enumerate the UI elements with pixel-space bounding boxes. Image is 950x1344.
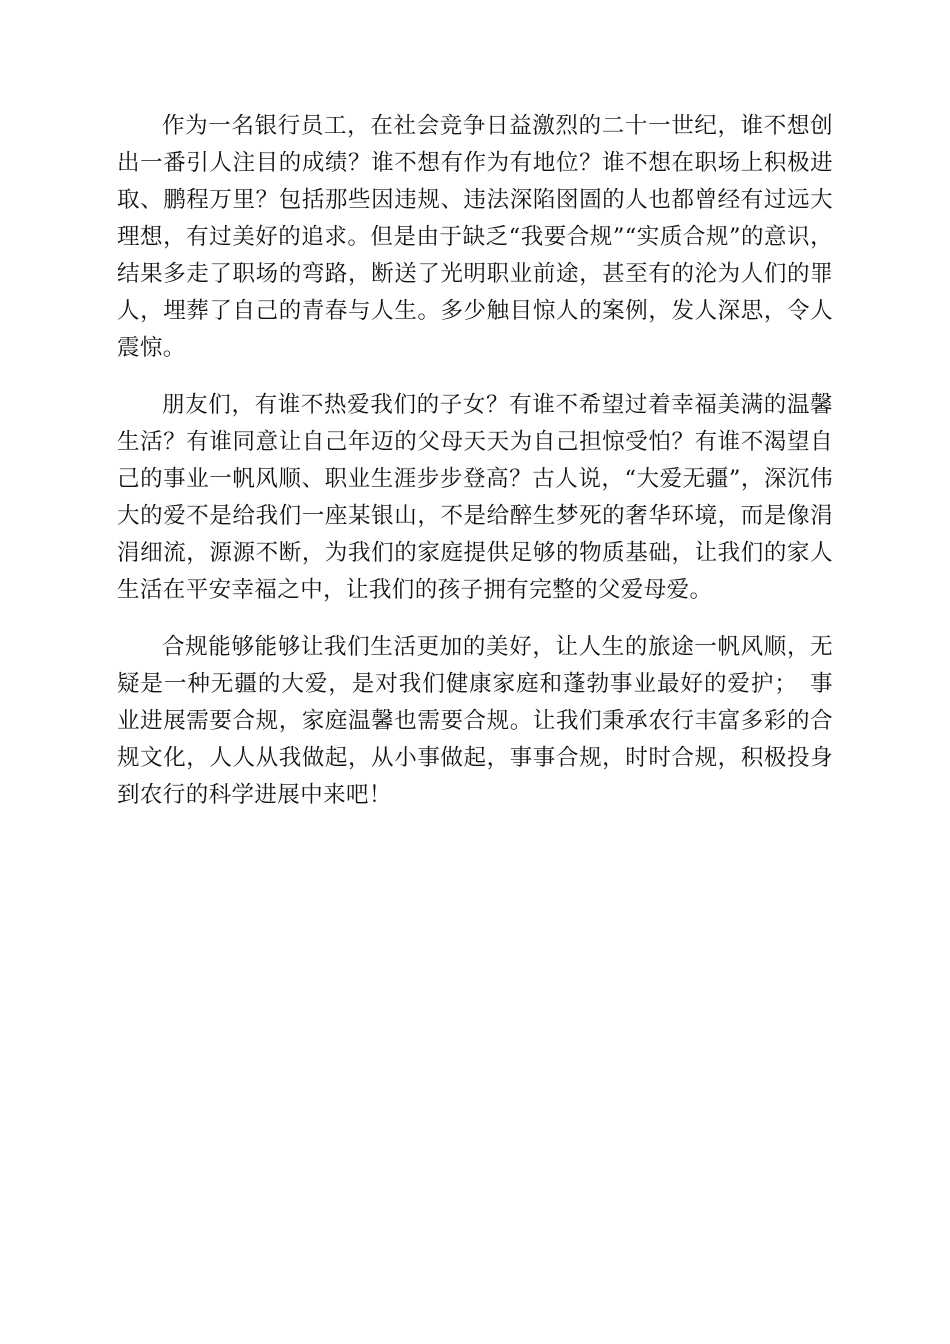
- paragraph-3: 合规能够能够让我们生活更加的美好，让人生的旅途一帆风顺，无疑是一种无疆的大爱，是对我们健康家庭和蓬勃事业最好的爱护； 事业进展需要合规，家庭温馨也需要合规。让我们秉承农行丰富多彩的合规文化，人人从我做起，从小事做起，事事合规，时时合规，积极投身到农行的科学进展中来吧！: [117, 634, 833, 808]
- paragraph-1: 作为一名银行员工，在社会竞争日益激烈的二十一世纪，谁不想创出一番引人注目的成绩？谁不想有作为有地位？谁不想在职场上积极进取、鹏程万里？包括那些因违规、违法深陷囹圄的人也都曾经有过远大理想，有过美好的追求。但是由于缺乏“我要合规”“实质合规”的意识，结果多走了职场的弯路，断送了光明职业前途，甚至有的沦为人们的罪人，埋葬了自己的青春与人生。多少触目惊人的案例，发人深思，令人震惊。: [117, 113, 833, 361]
- document-body: [117, 108, 833, 834]
- paragraph-2: 朋友们，有谁不热爱我们的子女？有谁不希望过着幸福美满的温馨生活？有谁同意让自己年迈的父母天天为自己担惊受怕？有谁不渴望自己的事业一帆风顺、职业生涯步步登高？古人说，“大爱无疆”，深沉伟大的爱不是给我们一座某银山，不是给醉生梦死的奢华环境，而是像涓涓细流，源源不断，为我们的家庭提供足够的物质基础，让我们的家人生活在平安幸福之中，让我们的孩子拥有完整的父爱母爱。: [117, 392, 833, 603]
